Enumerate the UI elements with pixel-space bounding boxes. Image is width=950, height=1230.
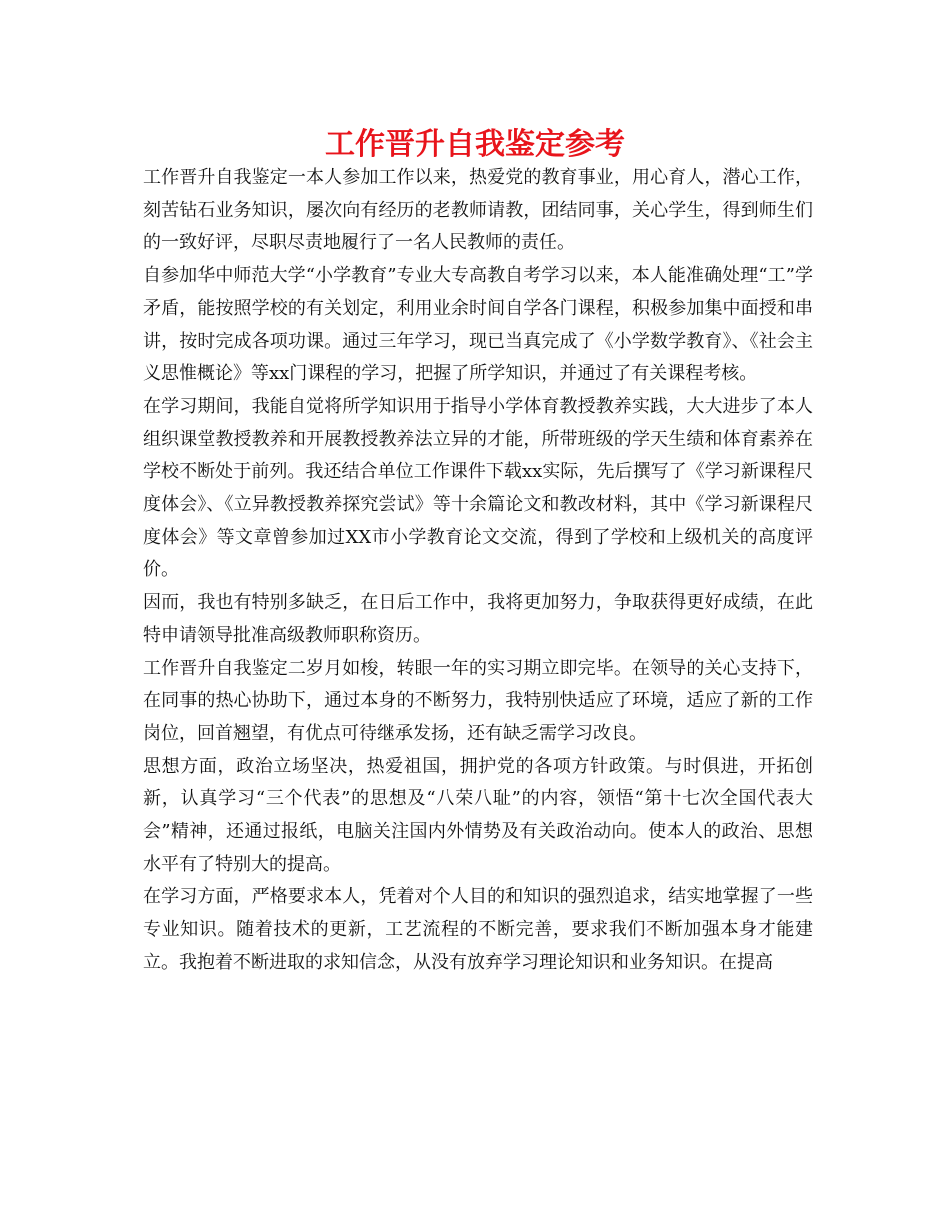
paragraph-1: 工作晋升自我鉴定一本人参加工作以来，热爱党的教育事业，用心育人，潜心工作，刻苦钻石业务知识，屡次向有经历的老教师请教，团结同事，关心学生，得到师生们的一致好评，尽职尽责地履行了一名人民教师的责任。 <box>143 167 813 254</box>
paragraph-5: 工作晋升自我鉴定二岁月如梭，转眼一年的实习期立即完毕。在领导的关心支持下，在同事的热心协助下，通过本身的不断努力，我特别快适应了环境，适应了新的工作岗位，回首翘望，有优点可待继承发扬，还有缺乏需学习改良。 <box>143 657 813 744</box>
paragraph-6: 思想方面，政治立场坚决，热爱祖国，拥护党的各项方针政策。与时俱进，开拓创新，认真学习“三个代表”的思想及“八荣八耻”的内容，领悟“第十七次全国代表大会”精神，还通过报纸，电脑关注国内外情势及有关政治动向。使本人的政治、思想水平有了特别大的提高。 <box>143 755 813 875</box>
paragraph-3: 在学习期间，我能自觉将所学知识用于指导小学体育教授教养实践，大大进步了本人组织课堂教授教养和开展教授教养法立异的才能，所带班级的学天生绩和体育素养在学校不断处于前列。我还结合单位工作课件下载xx实际，先后撰写了《学习新课程尺度体会》、《立异教授教养探究尝试》等十余篇论文和教改材料，其中《学习新课程尺度体会》等文章曾参加过XX市小学教育论文交流，得到了学校和上级机关的高度评价。 <box>143 395 813 581</box>
paragraph-7: 在学习方面，严格要求本人，凭着对个人目的和知识的强烈追求，结实地掌握了一些专业知识。随着技术的更新，工艺流程的不断完善，要求我们不断加强本身才能建立。我抱着不断进取的求知信念，从没有放弃学习理论知识和业务知识。在提高 <box>143 886 813 973</box>
document-body <box>143 162 813 980</box>
paragraph-2: 自参加华中师范大学“小学教育”专业大专高教自考学习以来，本人能准确处理“工”学矛盾，能按照学校的有关划定，利用业余时间自学各门课程，积极参加集中面授和串讲，按时完成各项功课。通过三年学习，现已当真完成了《小学数学教育》、《社会主义思惟概论》等xx门课程的学习，把握了所学知识，并通过了有关课程考核。 <box>143 265 813 385</box>
paragraph-4: 因而，我也有特别多缺乏，在日后工作中，我将更加努力，争取获得更好成绩，在此特申请领导批准高级教师职称资历。 <box>143 592 813 646</box>
document-title: 工作晋升自我鉴定参考 <box>325 127 625 162</box>
